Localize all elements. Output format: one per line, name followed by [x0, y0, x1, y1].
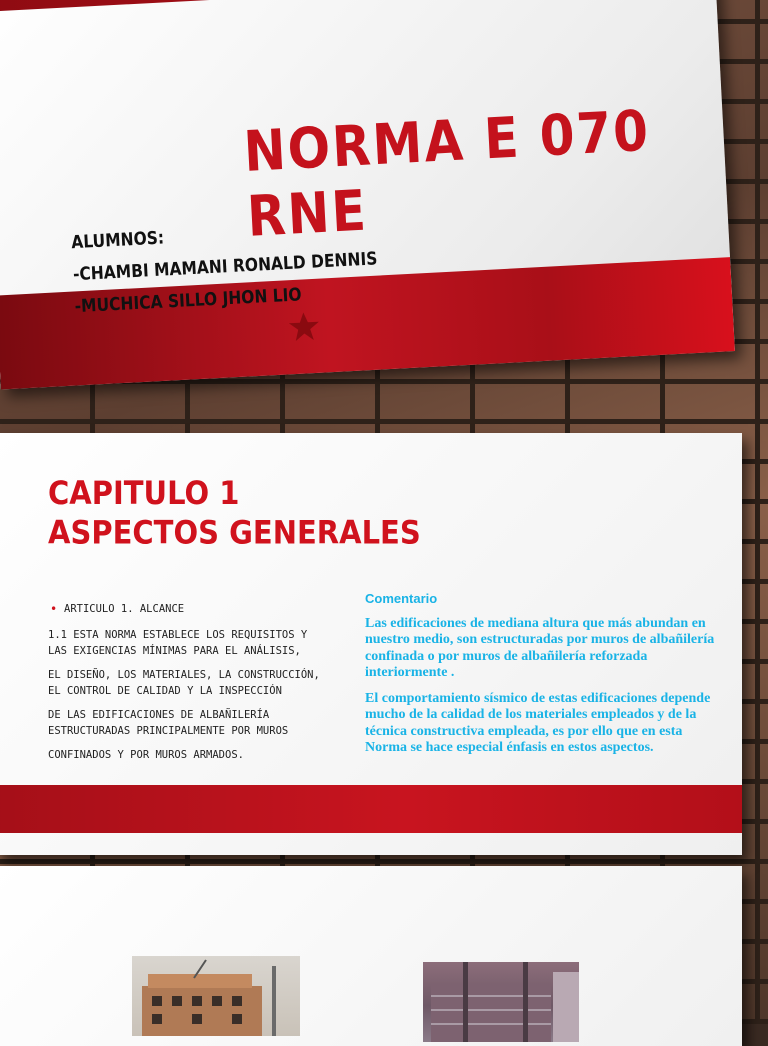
comment-column — [365, 591, 715, 766]
article-title: • ARTICULO 1. ALCANCE — [48, 601, 328, 617]
student-name-2: -MUCHICA SILLO JHON LIO — [74, 284, 303, 317]
presentation-title: NORMA E 070 RNE — [242, 98, 652, 250]
building-photo — [132, 956, 300, 1036]
chapter-heading — [48, 473, 421, 552]
chapter-number: CAPITULO 1 — [48, 474, 240, 512]
masonry-wall-image — [423, 962, 579, 1042]
article-paragraph-3: DE LAS EDIFICACIONES DE ALBAÑILERÍA ESTRUCTURADAS PRINCIPALMENTE POR MUROS — [48, 709, 289, 737]
students-block — [71, 218, 380, 330]
chapter-slide — [0, 433, 742, 855]
chapter-title: ASPECTOS GENERALES — [48, 513, 421, 552]
student-name-1: -CHAMBI MAMANI RONALD DENNIS — [72, 248, 378, 285]
article-column — [48, 601, 328, 771]
article-paragraph-2: EL DISEÑO, LOS MATERIALES, LA CONSTRUCCIÓN, EL CONTROL DE CALIDAD Y LA INSPECCIÓN — [48, 669, 320, 697]
students-label: ALUMNOS: — [70, 227, 165, 253]
comment-paragraph-1: Las edificaciones de mediana altura que más abundan en nuestro medio, son estructuradas por muros de albañilería confinada o por muros de albañilería reforzada interiormente . — [365, 615, 715, 680]
building-construction-image — [132, 956, 300, 1036]
article-paragraph-4: CONFINADOS Y POR MUROS ARMADOS. — [48, 749, 244, 761]
masonry-photo — [423, 962, 579, 1042]
comment-paragraph-2: El comportamiento sísmico de estas edificaciones depende mucho de la calidad de los materiales empleados y de la técnica constructiva empleada, es por ello que en esta Norma se hace especial énfasis en estos aspectos. — [365, 690, 711, 755]
bottom-red-band — [0, 785, 742, 833]
article-paragraph-1: 1.1 ESTA NORMA ESTABLECE LOS REQUISITOS Y LAS EXIGENCIAS MÍNIMAS PARA EL ANÁLISIS, — [48, 629, 308, 657]
star-icon — [287, 310, 321, 344]
comment-label: Comentario — [365, 591, 438, 606]
photo-slide — [0, 866, 742, 1046]
title-slide — [0, 0, 735, 389]
top-red-band — [0, 0, 715, 12]
